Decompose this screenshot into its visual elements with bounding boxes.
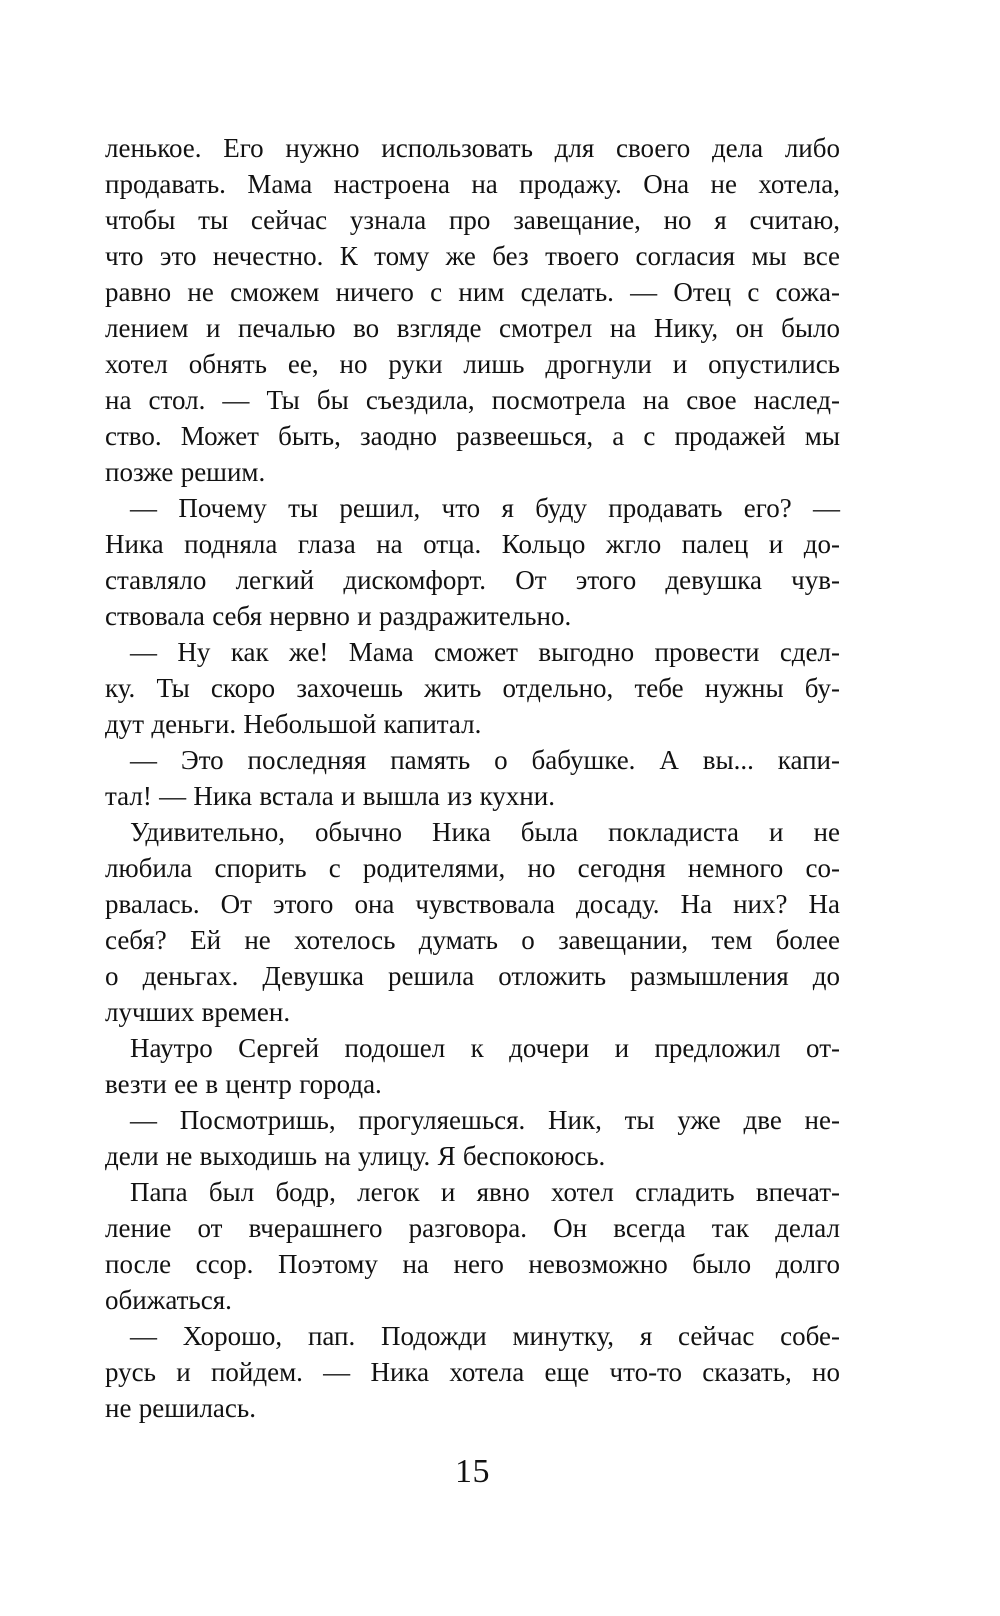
text-line: чтобы ты сейчас узнала про завещание, но я считаю, [105,205,840,235]
text-line: ленькое. Его нужно использовать для своего дела либо [105,133,840,163]
text-line: ку. Ты скоро захочешь жить отдельно, тебе нужны бу- [105,673,840,703]
text-line: ство. Может быть, заодно развеешься, а с продажей мы [105,421,840,451]
text-line: — Хорошо, пап. Подожди минутку, я сейчас собе- [130,1321,840,1351]
paragraph [105,1030,840,1102]
paragraph [105,634,840,742]
text-line: везти ее в центр города. [105,1069,382,1099]
text-line: на стол. — Ты бы съездила, посмотрела на свое наслед- [105,385,840,415]
paragraph [105,1174,840,1318]
text-line: дут деньги. Небольшой капитал. [105,709,482,739]
page-number: 15 [455,1453,490,1490]
text-line: — Ну как же! Мама сможет выгодно провести сдел- [130,637,840,667]
paragraph [105,1102,840,1174]
text-line: ление от вчерашнего разговора. Он всегда так делал [105,1213,840,1243]
paragraph [105,814,840,1030]
text-line: лением и печалью во взгляде смотрел на Нику, он было [105,313,840,343]
paragraph [105,742,840,814]
text-line: что это нечестно. К тому же без твоего согласия мы все [105,241,840,271]
text-line: Удивительно, обычно Ника была покладиста и не [130,817,840,847]
paragraph [105,130,840,490]
text-block [105,130,840,1426]
text-line: — Это последняя память о бабушке. А вы... капи- [130,745,840,775]
text-line: рвалась. От этого она чувствовала досаду. На них? На [105,889,840,919]
text-line: русь и пойдем. — Ника хотела еще что-то сказать, но [105,1357,840,1387]
text-line: не решилась. [105,1393,256,1423]
text-line: после ссор. Поэтому на него невозможно было долго [105,1249,840,1279]
text-line: — Посмотришь, прогуляешься. Ник, ты уже две не- [130,1105,840,1135]
text-line: обижаться. [105,1285,232,1315]
text-line: позже решим. [105,457,266,487]
text-line: ставляло легкий дискомфорт. От этого девушка чув- [105,565,840,595]
text-line: Ника подняла глаза на отца. Кольцо жгло палец и до- [105,529,840,559]
text-line: Папа был бодр, легок и явно хотел сгладить впечат- [130,1177,840,1207]
text-line: — Почему ты решил, что я буду продавать его? — [130,493,840,523]
text-line: любила спорить с родителями, но сегодня немного со- [105,853,840,883]
paragraph [105,490,840,634]
text-line: равно не сможем ничего с ним сделать. — Отец с сожа- [105,277,840,307]
text-line: тал! — Ника встала и вышла из кухни. [105,781,555,811]
text-line: лучших времен. [105,997,291,1027]
text-line: о деньгах. Девушка решила отложить размышления до [105,961,840,991]
text-line: дели не выходишь на улицу. Я беспокоюсь. [105,1141,606,1171]
paragraph [105,1318,840,1426]
text-line: Наутро Сергей подошел к дочери и предложил от- [130,1033,840,1063]
text-line: ствовала себя нервно и раздражительно. [105,601,572,631]
text-line: продавать. Мама настроена на продажу. Она не хотела, [105,169,840,199]
text-line: хотел обнять ее, но руки лишь дрогнули и опустились [105,349,840,379]
text-line: себя? Ей не хотелось думать о завещании, тем более [105,925,840,955]
